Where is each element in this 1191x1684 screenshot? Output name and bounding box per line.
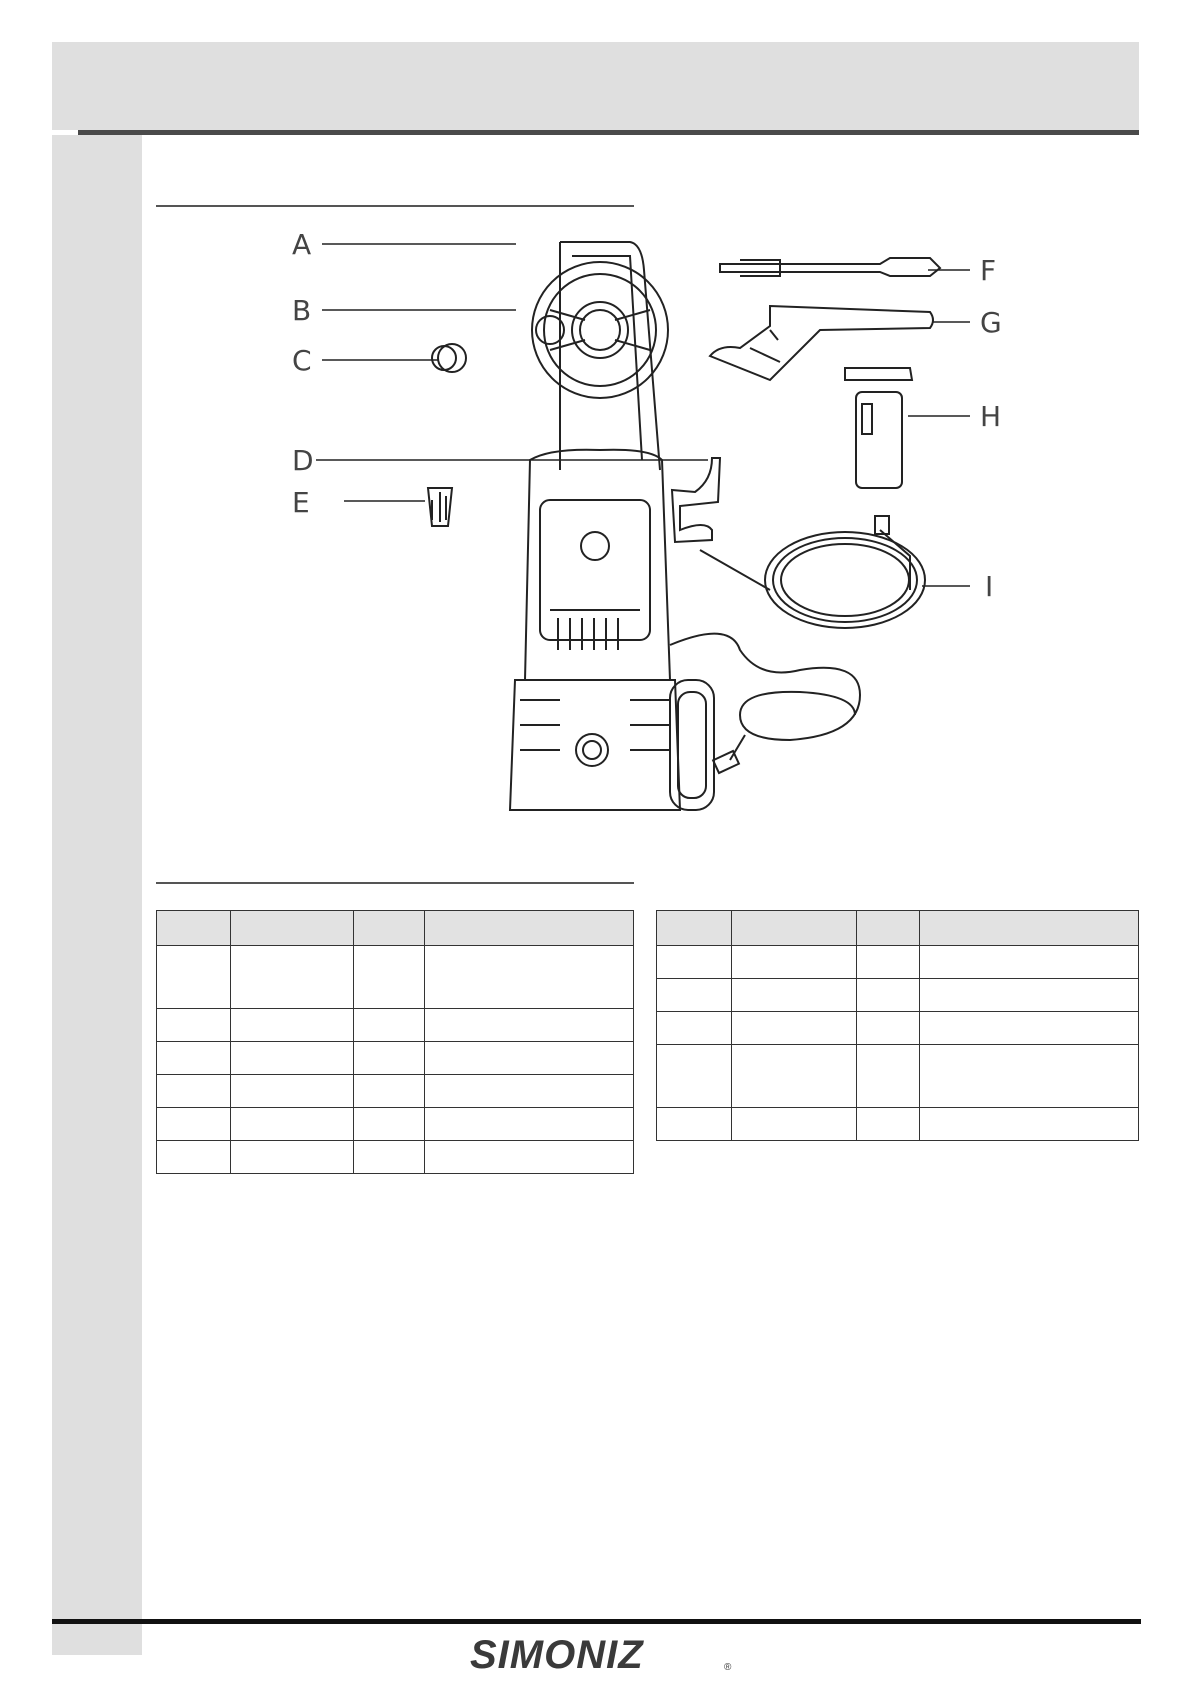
footer-rule — [52, 1619, 1141, 1624]
pressure-washer-illustration — [292, 228, 1100, 830]
brand-logo — [470, 1632, 740, 1676]
part-e-filter — [428, 488, 452, 526]
callout-f: F — [980, 254, 997, 287]
table-header-row — [657, 911, 1139, 946]
brand-wordmark: SIMONIZ — [470, 1633, 644, 1677]
brand-registered-mark: ® — [724, 1662, 732, 1673]
table-row — [157, 1042, 634, 1075]
callout-d: D — [292, 444, 314, 477]
callout-h: H — [980, 400, 1002, 433]
header-rule — [78, 130, 1139, 135]
table-header-row — [157, 911, 634, 946]
table-row — [657, 1012, 1139, 1045]
table-row — [657, 979, 1139, 1012]
power-cord — [670, 634, 860, 760]
hose-reel — [532, 262, 668, 398]
callout-b: B — [292, 294, 312, 327]
part-d-hook — [672, 458, 720, 542]
table-row — [657, 1045, 1139, 1108]
table-row — [157, 1108, 634, 1141]
table-row — [657, 1108, 1139, 1141]
callout-e: E — [292, 486, 310, 519]
part-i-hose — [765, 532, 925, 628]
callout-g: G — [980, 306, 1002, 339]
table-row — [657, 946, 1139, 979]
table-row — [157, 1141, 634, 1174]
part-f-lance — [720, 258, 940, 276]
parts-table-left — [156, 910, 634, 1174]
part-h-foam-bottle — [845, 368, 912, 380]
table-row — [157, 946, 634, 1009]
table-row — [157, 1009, 634, 1042]
callout-i: I — [985, 570, 994, 603]
parts-table-right — [656, 910, 1139, 1141]
main-body — [525, 450, 670, 680]
side-strip — [52, 135, 142, 1655]
header-band — [52, 42, 1139, 130]
callout-c: C — [292, 344, 312, 377]
section-rule-bottom — [156, 882, 634, 884]
section-rule-top — [156, 205, 634, 207]
callout-a: A — [292, 228, 312, 261]
table-row — [157, 1075, 634, 1108]
